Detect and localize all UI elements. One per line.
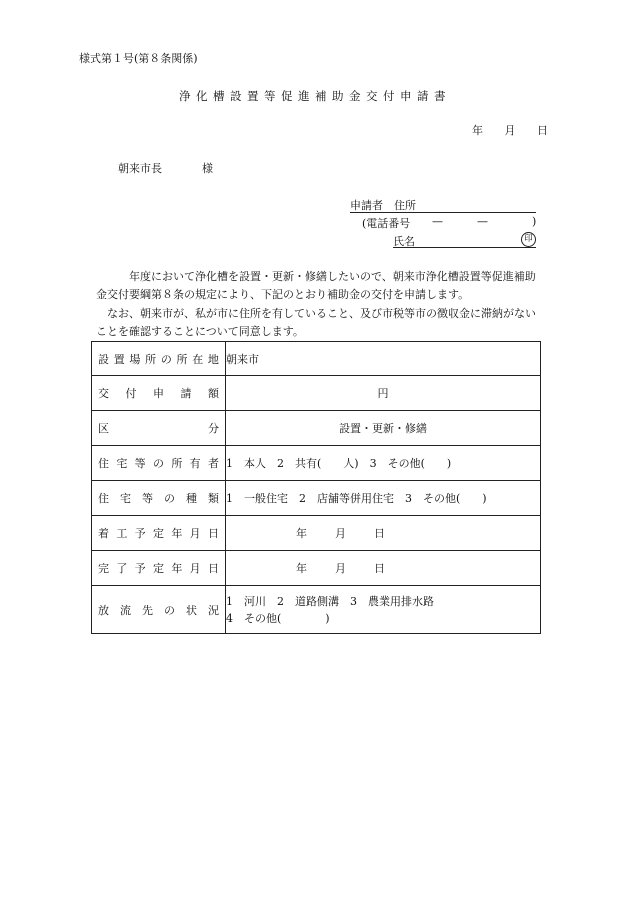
label-char: 了 xyxy=(116,562,128,575)
label-char: 種 xyxy=(186,492,197,505)
addressee-name: 朝来市長 xyxy=(118,162,162,175)
discharge-options-line-1: 1 河川 2 道路側溝 3 農業用排水路 xyxy=(226,594,434,608)
label-char: 放 xyxy=(98,603,109,617)
applicant-address-line[interactable] xyxy=(350,196,536,213)
phone-dash-1: — xyxy=(432,215,443,228)
label-char: 所 xyxy=(171,457,183,470)
row-label xyxy=(92,376,226,411)
label-char: 状 xyxy=(186,603,197,617)
start-year: 年 xyxy=(296,527,307,540)
seal-icon: 印 xyxy=(521,232,536,247)
phone-close: ) xyxy=(532,215,537,228)
table-row xyxy=(92,411,541,446)
label-house-type xyxy=(92,490,225,506)
label-char: 設 xyxy=(98,352,109,366)
label-char: 有 xyxy=(189,457,201,470)
house-type-value[interactable]: 1 一般住宅 2 店舗等併用住宅 3 その他( ) xyxy=(226,481,541,516)
label-char: 在 xyxy=(192,352,204,366)
label-char: 住 xyxy=(98,492,109,505)
label-char: 予 xyxy=(134,562,146,575)
table-row xyxy=(92,516,541,551)
label-char: 交 xyxy=(98,387,109,400)
table-row xyxy=(92,446,541,481)
label-char: 者 xyxy=(207,457,219,470)
label-char: 年 xyxy=(171,527,183,540)
name-label: 氏名 xyxy=(393,235,415,248)
label-char: 況 xyxy=(208,603,219,617)
label-char: の xyxy=(164,492,175,505)
end-year: 年 xyxy=(296,562,307,575)
end-month: 月 xyxy=(335,562,346,575)
label-char: 月 xyxy=(189,562,201,575)
label-char: 等 xyxy=(142,492,153,505)
label-discharge xyxy=(92,602,225,618)
label-char: 申 xyxy=(153,387,164,400)
form-number: 様式第１号(第８条関係) xyxy=(79,52,198,65)
document-title: 浄化槽設置等促進補助金交付申請書 xyxy=(179,89,451,103)
end-day: 日 xyxy=(374,562,385,575)
row-label xyxy=(92,446,226,481)
label-char: 付 xyxy=(125,387,137,400)
phone-dash-2: — xyxy=(477,215,488,228)
label-char: 完 xyxy=(98,562,109,575)
label-category xyxy=(92,420,225,436)
applicant-name-line[interactable] xyxy=(393,231,536,248)
label-char: 場 xyxy=(129,352,141,366)
start-month: 月 xyxy=(335,527,346,540)
label-char: 所 xyxy=(145,352,157,366)
applicant-phone-line[interactable] xyxy=(362,214,542,230)
label-char: 分 xyxy=(208,422,219,435)
phone-label: (電話番号 xyxy=(362,217,411,230)
label-start-date xyxy=(92,525,225,541)
label-char: 定 xyxy=(152,562,164,575)
label-char: 宅 xyxy=(116,457,128,470)
label-char: 住 xyxy=(98,457,109,470)
label-char: の xyxy=(160,352,172,366)
table-row xyxy=(92,342,541,376)
consent-statement: なお、朝来市が、私が市に住所を有していること、及び市税等市の徴収金に滞納がないことを確認することについて同意します。 xyxy=(96,307,536,338)
row-label xyxy=(92,411,226,446)
application-statement: 年度において浄化槽を設置・更新・修繕したいので、朝来市浄化槽設置等促進補助金交付要綱第８条の規定により、下記のとおり補助金の交付を申請します。 xyxy=(96,270,536,301)
start-date-value[interactable] xyxy=(226,516,541,551)
label-char: 定 xyxy=(152,527,164,540)
label-char: 先 xyxy=(142,603,153,617)
label-char: 請 xyxy=(180,387,192,400)
address-label: 住所 xyxy=(394,199,416,212)
label-char: 着 xyxy=(98,527,109,540)
owner-value[interactable]: 1 本人 2 共有( 人) 3 その他( ) xyxy=(226,446,541,481)
row-label xyxy=(92,342,226,376)
application-date xyxy=(472,122,548,138)
row-label xyxy=(92,551,226,586)
row-label xyxy=(92,481,226,516)
location-value[interactable]: 朝来市 xyxy=(226,342,541,376)
date-day: 日 xyxy=(537,124,548,137)
label-location xyxy=(92,351,225,367)
label-char: 日 xyxy=(207,562,219,575)
label-char: 宅 xyxy=(120,492,131,505)
discharge-value[interactable] xyxy=(226,586,541,634)
label-char: 額 xyxy=(208,387,219,400)
label-char: 地 xyxy=(207,352,219,366)
label-owner xyxy=(92,455,225,471)
label-char: 所 xyxy=(176,352,188,366)
table-row xyxy=(92,376,541,411)
table-row xyxy=(92,551,541,586)
applicant-label: 申請者 xyxy=(350,199,383,212)
row-label xyxy=(92,586,226,634)
label-amount xyxy=(92,385,225,401)
label-char: 区 xyxy=(98,422,109,435)
label-char: の xyxy=(164,603,175,617)
table-row xyxy=(92,481,541,516)
label-char: の xyxy=(152,457,164,470)
label-char: 工 xyxy=(116,527,128,540)
end-date-value[interactable] xyxy=(226,551,541,586)
label-char: 等 xyxy=(134,457,146,470)
start-day: 日 xyxy=(374,527,385,540)
application-table xyxy=(91,341,541,634)
category-value[interactable]: 設置・更新・修繕 xyxy=(226,411,541,446)
label-char: 予 xyxy=(134,527,146,540)
table-row xyxy=(92,586,541,634)
label-char: 年 xyxy=(171,562,183,575)
row-label xyxy=(92,516,226,551)
label-char: 類 xyxy=(208,492,219,505)
addressee-honorific: 様 xyxy=(202,162,213,175)
addressee xyxy=(118,160,213,176)
label-char: 置 xyxy=(113,352,125,366)
label-char: 流 xyxy=(120,603,131,617)
amount-value[interactable]: 円 xyxy=(226,376,541,411)
discharge-options-line-2: 4 その他( ) xyxy=(226,611,330,625)
label-end-date xyxy=(92,560,225,576)
label-char: 月 xyxy=(189,527,201,540)
label-char: 日 xyxy=(207,527,219,540)
date-month: 月 xyxy=(504,124,516,137)
date-year: 年 xyxy=(472,124,483,137)
